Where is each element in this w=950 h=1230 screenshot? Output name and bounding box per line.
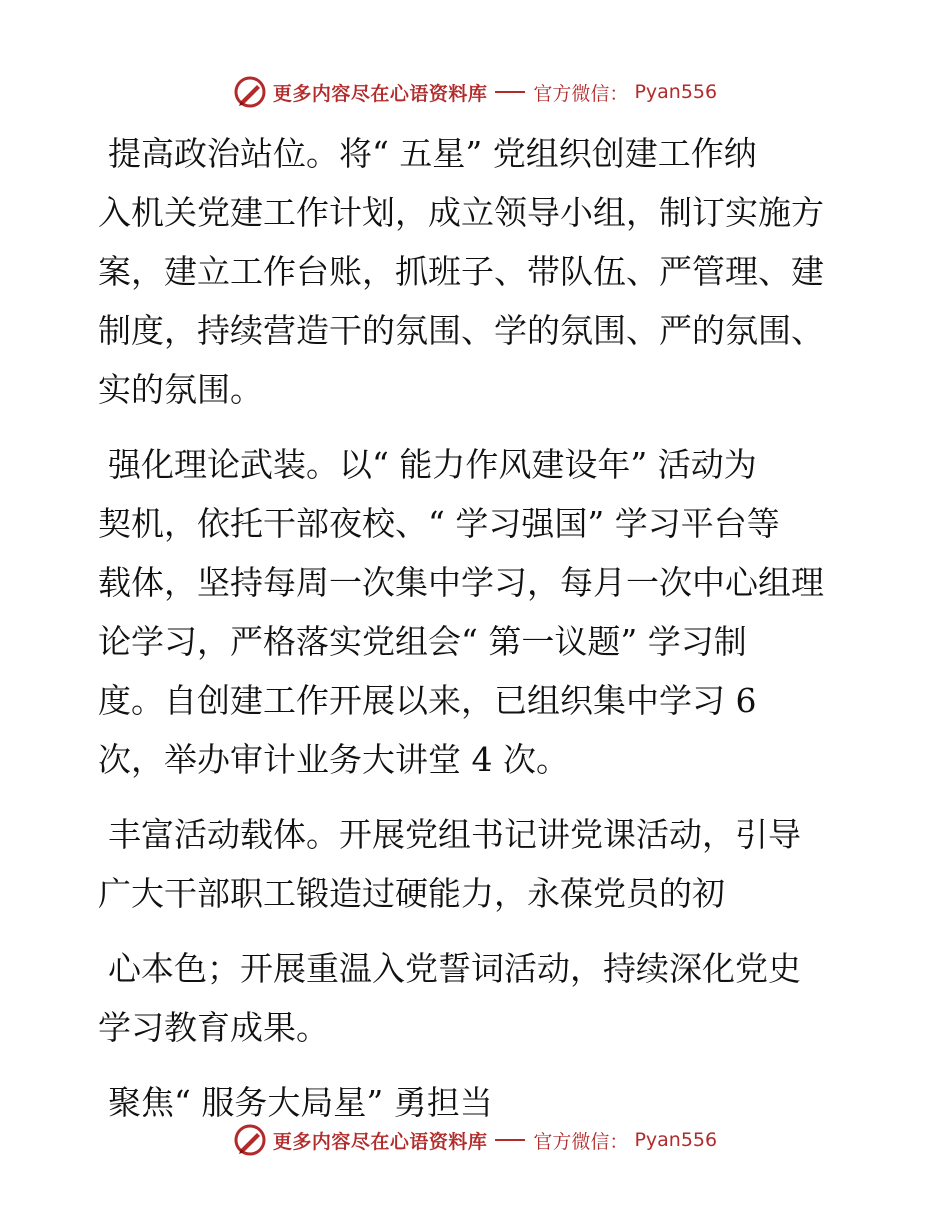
header-watermark bbox=[0, 72, 950, 112]
watermark-dash bbox=[495, 91, 525, 93]
text-line: 入机关党建工作计划，成立领导小组，制订实施方 bbox=[98, 193, 824, 232]
text-line: 实的氛围。 bbox=[98, 370, 263, 409]
text-line: 制度，持续营造干的氛围、学的氛围、严的氛围、 bbox=[98, 311, 824, 350]
watermark-wechat-label: 官方微信： bbox=[533, 1130, 629, 1153]
watermark-wechat-label: 官方微信： bbox=[533, 82, 629, 105]
watermark-dash bbox=[495, 1139, 525, 1141]
paragraph bbox=[98, 939, 858, 1057]
paragraph bbox=[98, 805, 858, 923]
watermark-brand-text: 更多内容尽在心语资料库 bbox=[272, 82, 488, 105]
text-line: 案，建立工作台账，抓班子、带队伍、严管理、建 bbox=[98, 252, 824, 291]
text-line: 契机，依托干部夜校、“ 学习强国” 学习平台等 bbox=[98, 504, 780, 543]
text-line: 心本色；开展重温入党誓词活动，持续深化党史 bbox=[108, 949, 801, 988]
text-line: 次，举办审计业务大讲堂 4 次。 bbox=[98, 740, 569, 779]
pen-logo-icon bbox=[233, 1123, 267, 1157]
footer-watermark bbox=[0, 1120, 950, 1160]
text-line: 学习教育成果。 bbox=[98, 1008, 329, 1047]
paragraph bbox=[98, 124, 858, 419]
paragraph bbox=[98, 435, 858, 789]
text-line: 强化理论武装。以“ 能力作风建设年” 活动为 bbox=[108, 445, 757, 484]
document-body bbox=[98, 124, 858, 1132]
text-line: 论学习，严格落实党组会“ 第一议题” 学习制 bbox=[98, 622, 747, 661]
text-line: 丰富活动载体。开展党组书记讲党课活动，引导 bbox=[108, 815, 801, 854]
text-line: 度。自创建工作开展以来，已组织集中学习 6 bbox=[98, 681, 757, 720]
text-line: 载体，坚持每周一次集中学习，每月一次中心组理 bbox=[98, 563, 824, 602]
watermark-wechat-id: Pyan556 bbox=[634, 1129, 718, 1151]
watermark-brand-text: 更多内容尽在心语资料库 bbox=[272, 1130, 488, 1153]
pen-logo-icon bbox=[233, 75, 267, 109]
watermark-wechat-id: Pyan556 bbox=[634, 81, 718, 103]
section-heading: 聚焦“ 服务大局星” 勇担当 bbox=[108, 1083, 493, 1122]
text-line: 广大干部职工锻造过硬能力，永葆党员的初 bbox=[98, 874, 725, 913]
text-line: 提高政治站位。将“ 五星” 党组织创建工作纳 bbox=[108, 134, 757, 173]
